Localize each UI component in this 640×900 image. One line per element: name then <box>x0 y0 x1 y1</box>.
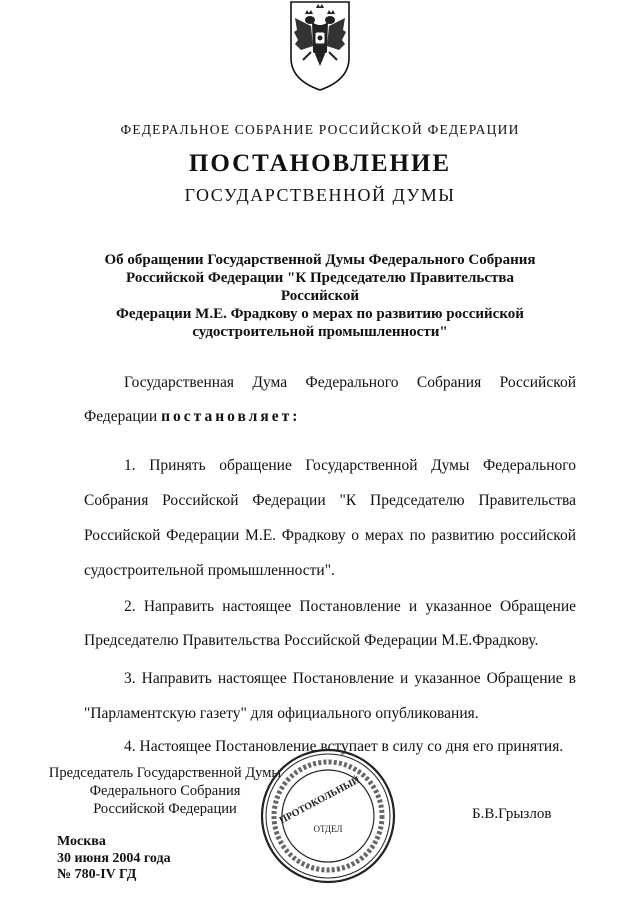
item-1-line: 1. Принять обращение Государственной Думы Федерального <box>124 457 576 474</box>
signatory-position <box>40 764 290 818</box>
item-2-line: Председателю Правительства Российской Федерации М.Е.Фрадкову. <box>84 632 539 649</box>
organization-name: ФЕДЕРАЛЬНОЕ СОБРАНИЕ РОССИЙСКОЙ ФЕДЕРАЦИИ <box>120 122 520 137</box>
document-number: № 780-IV ГД <box>57 867 137 882</box>
item-4-line: 4. Настоящее Постановление вступает в силу со дня его принятия. <box>124 738 564 755</box>
item-2-line: 2. Направить настоящее Постановление и указанное Обращение <box>124 598 576 615</box>
item-1-line: Собрания Российской Федерации "К Председателю Правительства <box>84 492 576 509</box>
heading-line: Федерации М.Е. Фрадкову о мерах по развитию российской <box>116 306 524 322</box>
place-date-number <box>57 834 171 884</box>
stamp-text-bottom: ОТДЕЛ <box>313 824 343 834</box>
signatory-name: Б.В.Грызлов <box>472 806 552 822</box>
item-3-line: "Парламентскую газету" для официального опубликования. <box>84 705 479 722</box>
date: 30 июня 2004 года <box>57 850 171 866</box>
intro-line: Государственная Дума Федерального Собрания Российской <box>124 374 576 391</box>
protocol-department-stamp-icon <box>258 746 398 886</box>
heading-line: судостроительной промышленности" <box>192 324 448 340</box>
position-line: Председатель Государственной Думы <box>48 765 282 781</box>
russian-coat-of-arms-icon <box>287 0 353 92</box>
heading-line: Об обращении Государственной Думы Федерального Собрания <box>104 252 536 268</box>
document-subtitle: ГОСУДАРСТВЕННОЙ ДУМЫ <box>184 185 456 205</box>
intro-text: Федерации <box>84 408 158 425</box>
intro-line-2 <box>84 408 300 425</box>
item-1-line: Российской Федерации М.Е. Фрадкову о мерах по развитию российской <box>84 527 576 544</box>
item-3-line: 3. Направить настоящее Постановление и указанное Обращение в <box>124 670 576 687</box>
position-line: Российской Федерации <box>93 801 237 817</box>
city: Москва <box>57 834 106 849</box>
item-1-line: судостроительной промышленности". <box>84 562 335 579</box>
stamp-text-top: ПРОТОКОЛЬНЫЙ <box>277 774 362 827</box>
document-title: ПОСТАНОВЛЕНИЕ <box>188 150 452 177</box>
intro-verb: постановляет: <box>161 408 301 425</box>
position-line: Федерального Собрания <box>89 783 241 799</box>
heading-line: Российской Федерации "К Председателю Правительства Российской <box>126 270 514 304</box>
resolution-heading <box>90 251 550 341</box>
